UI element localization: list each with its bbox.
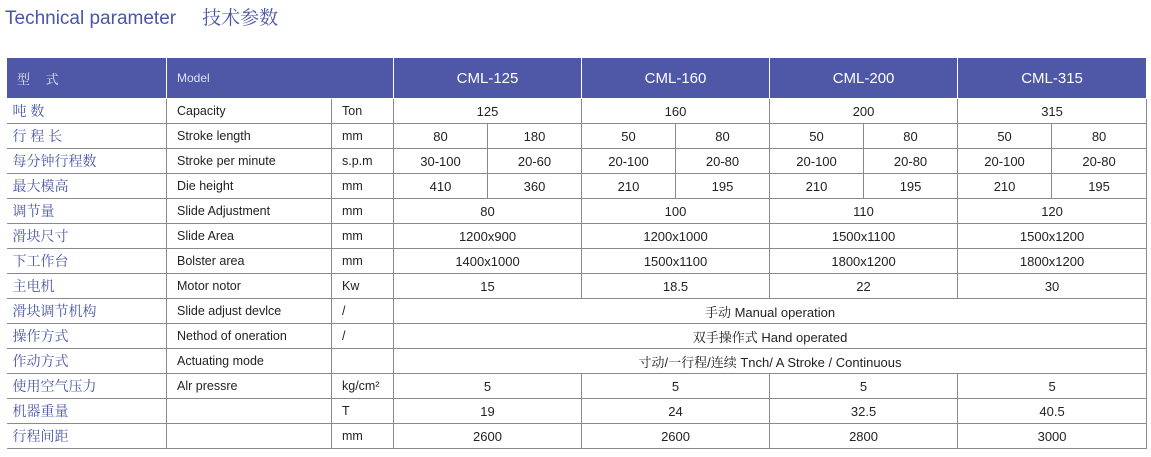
row-unit: T xyxy=(332,399,394,424)
value-cell: 410 xyxy=(394,174,488,199)
row-unit: Kw xyxy=(332,274,394,299)
value-cell: 手动 Manual operation xyxy=(394,299,1147,324)
value-cell: 80 xyxy=(676,124,770,149)
value-cell: 40.5 xyxy=(958,399,1147,424)
value-cell: 18.5 xyxy=(582,274,770,299)
row-label-en: Slide Adjustment xyxy=(167,199,332,224)
value-cell: 2600 xyxy=(582,424,770,449)
row-label-cn: 行程间距 xyxy=(7,424,167,449)
value-cell: 2600 xyxy=(394,424,582,449)
value-cell: 双手操作式 Hand operated xyxy=(394,324,1147,349)
value-cell: 195 xyxy=(864,174,958,199)
title-cn: 技术参数 xyxy=(202,8,279,29)
row-unit: mm xyxy=(332,199,394,224)
row-unit: kg/cm² xyxy=(332,374,394,399)
model-cml-315: CML-315 xyxy=(958,58,1147,99)
value-cell: 24 xyxy=(582,399,770,424)
value-cell: 1500x1200 xyxy=(958,224,1147,249)
row-unit: mm xyxy=(332,224,394,249)
row-label-en xyxy=(167,424,332,449)
table-row xyxy=(7,299,1147,324)
value-cell: 160 xyxy=(582,99,770,124)
value-cell: 1400x1000 xyxy=(394,249,582,274)
value-cell: 20-80 xyxy=(1052,149,1147,174)
table-row xyxy=(7,249,1147,274)
row-label-en: Stroke per minute xyxy=(167,149,332,174)
value-cell: 100 xyxy=(582,199,770,224)
value-cell: 5 xyxy=(394,374,582,399)
row-unit: mm xyxy=(332,124,394,149)
value-cell: 20-80 xyxy=(676,149,770,174)
row-label-cn: 滑块调节机构 xyxy=(7,299,167,324)
value-cell: 3000 xyxy=(958,424,1147,449)
row-label-cn: 最大模高 xyxy=(7,174,167,199)
value-cell: 1200x900 xyxy=(394,224,582,249)
value-cell: 195 xyxy=(1052,174,1147,199)
table-row xyxy=(7,99,1147,124)
table-row xyxy=(7,149,1147,174)
value-cell: 120 xyxy=(958,199,1147,224)
value-cell: 180 xyxy=(488,124,582,149)
title-en: Technical parameter xyxy=(5,8,177,29)
row-label-cn: 每分钟行程数 xyxy=(7,149,167,174)
value-cell: 80 xyxy=(394,124,488,149)
value-cell: 20-100 xyxy=(582,149,676,174)
row-label-cn: 调节量 xyxy=(7,199,167,224)
row-unit: Ton xyxy=(332,99,394,124)
value-cell: 寸动/一行程/连续 Tnch/ A Stroke / Continuous xyxy=(394,349,1147,374)
table-row xyxy=(7,399,1147,424)
row-unit: / xyxy=(332,299,394,324)
value-cell: 19 xyxy=(394,399,582,424)
value-cell: 210 xyxy=(770,174,864,199)
value-cell: 2800 xyxy=(770,424,958,449)
row-label-en: Motor notor xyxy=(167,274,332,299)
header-label-en: Model xyxy=(167,58,394,99)
row-label-en: Slide Area xyxy=(167,224,332,249)
row-label-cn: 吨 数 xyxy=(7,99,167,124)
value-cell: 200 xyxy=(770,99,958,124)
value-cell: 50 xyxy=(770,124,864,149)
value-cell: 1800x1200 xyxy=(770,249,958,274)
value-cell: 22 xyxy=(770,274,958,299)
header-label-cn: 型 式 xyxy=(7,58,167,99)
value-cell: 5 xyxy=(582,374,770,399)
value-cell: 360 xyxy=(488,174,582,199)
value-cell: 315 xyxy=(958,99,1147,124)
table-row xyxy=(7,324,1147,349)
table-row xyxy=(7,199,1147,224)
value-cell: 80 xyxy=(1052,124,1147,149)
spec-table xyxy=(6,57,1147,449)
row-label-cn: 滑块尺寸 xyxy=(7,224,167,249)
page-title xyxy=(5,3,278,30)
table-row xyxy=(7,174,1147,199)
value-cell: 80 xyxy=(864,124,958,149)
row-label-cn: 操作方式 xyxy=(7,324,167,349)
row-unit xyxy=(332,349,394,374)
row-label-en: Stroke length xyxy=(167,124,332,149)
value-cell: 210 xyxy=(582,174,676,199)
value-cell: 50 xyxy=(582,124,676,149)
value-cell: 1200x1000 xyxy=(582,224,770,249)
row-label-en: Actuating mode xyxy=(167,349,332,374)
row-unit: s.p.m xyxy=(332,149,394,174)
value-cell: 210 xyxy=(958,174,1052,199)
row-label-cn: 机器重量 xyxy=(7,399,167,424)
value-cell: 125 xyxy=(394,99,582,124)
value-cell: 30-100 xyxy=(394,149,488,174)
row-unit: mm xyxy=(332,249,394,274)
value-cell: 20-80 xyxy=(864,149,958,174)
row-unit: mm xyxy=(332,174,394,199)
row-label-cn: 作动方式 xyxy=(7,349,167,374)
value-cell: 20-60 xyxy=(488,149,582,174)
table-row xyxy=(7,274,1147,299)
table-row xyxy=(7,349,1147,374)
value-cell: 32.5 xyxy=(770,399,958,424)
value-cell: 1500x1100 xyxy=(582,249,770,274)
value-cell: 5 xyxy=(770,374,958,399)
row-label-en: Slide adjust devlce xyxy=(167,299,332,324)
row-label-cn: 主电机 xyxy=(7,274,167,299)
value-cell: 50 xyxy=(958,124,1052,149)
value-cell: 80 xyxy=(394,199,582,224)
row-label-cn: 下工作台 xyxy=(7,249,167,274)
value-cell: 15 xyxy=(394,274,582,299)
value-cell: 1800x1200 xyxy=(958,249,1147,274)
value-cell: 1500x1100 xyxy=(770,224,958,249)
row-label-en: Bolster area xyxy=(167,249,332,274)
row-label-en: Die height xyxy=(167,174,332,199)
table-row xyxy=(7,374,1147,399)
value-cell: 5 xyxy=(958,374,1147,399)
table-row xyxy=(7,224,1147,249)
table-row xyxy=(7,424,1147,449)
model-cml-200: CML-200 xyxy=(770,58,958,99)
value-cell: 195 xyxy=(676,174,770,199)
row-label-en: Nethod of oneration xyxy=(167,324,332,349)
row-unit: / xyxy=(332,324,394,349)
value-cell: 30 xyxy=(958,274,1147,299)
value-cell: 20-100 xyxy=(770,149,864,174)
row-label-en xyxy=(167,399,332,424)
row-label-en: Capacity xyxy=(167,99,332,124)
row-unit: mm xyxy=(332,424,394,449)
model-cml-125: CML-125 xyxy=(394,58,582,99)
value-cell: 20-100 xyxy=(958,149,1052,174)
table-row xyxy=(7,124,1147,149)
row-label-cn: 行 程 长 xyxy=(7,124,167,149)
header-row xyxy=(7,58,1147,99)
row-label-en: Alr pressre xyxy=(167,374,332,399)
model-cml-160: CML-160 xyxy=(582,58,770,99)
value-cell: 110 xyxy=(770,199,958,224)
row-label-cn: 使用空气压力 xyxy=(7,374,167,399)
